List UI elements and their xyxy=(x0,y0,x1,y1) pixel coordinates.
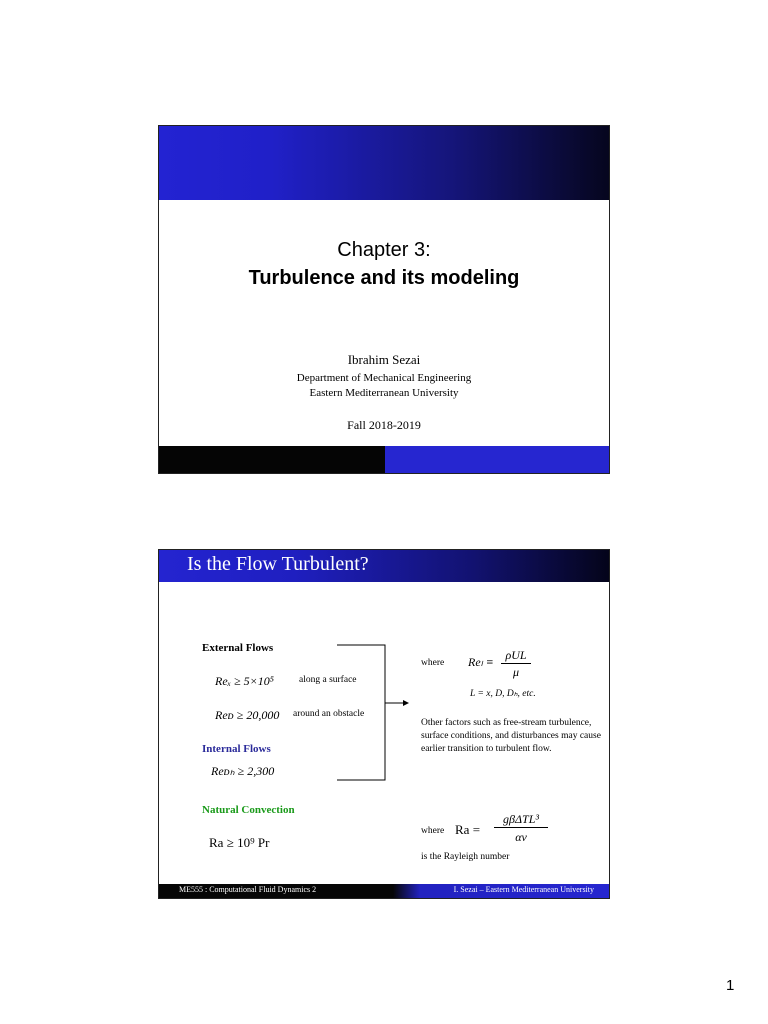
rayleigh-lhs: Ra = xyxy=(455,822,481,837)
slide-header xyxy=(159,550,609,582)
length-note: L = x, D, Dₕ, etc. xyxy=(470,689,536,699)
internal-eq: Reᴅₕ ≥ 2,300 xyxy=(211,764,275,778)
slide-footer xyxy=(159,884,609,898)
department: Department of Mechanical Engineering xyxy=(296,372,472,384)
author-name: Ibrahim Sezai xyxy=(347,352,421,367)
turbulent-flow-slide xyxy=(158,549,610,899)
internal-flows-heading: Internal Flows xyxy=(202,743,271,755)
external-flows-heading: External Flows xyxy=(202,642,274,654)
natural-convection-eq: Ra ≥ 10⁹ Pr xyxy=(209,835,270,850)
footer-author: I. Sezai – Eastern Mediterranean University xyxy=(453,885,594,894)
footer-band-left xyxy=(159,446,385,473)
external-eq-obstacle: Reᴅ ≥ 20,000 xyxy=(215,708,280,722)
chapter-title: Turbulence and its modeling xyxy=(248,267,520,289)
grouping-bracket xyxy=(329,643,411,783)
rayleigh-numerator: gβΔTL³ xyxy=(503,812,539,826)
header-band xyxy=(159,126,609,200)
rayleigh-denominator: αν xyxy=(515,830,527,844)
external-eq-surface: Reₓ ≥ 5×10⁵ xyxy=(215,674,274,688)
footer-course: ME555 : Computational Fluid Dynamics 2 xyxy=(179,885,317,894)
where-label-ra: where xyxy=(421,826,445,836)
where-label-re: where xyxy=(421,658,445,668)
university: Eastern Mediterranean University xyxy=(309,387,459,399)
page-number: 1 xyxy=(726,977,735,994)
reynolds-fraction-line xyxy=(501,663,531,664)
slide-title: Is the Flow Turbulent? xyxy=(187,553,369,575)
reynolds-lhs: Reₗ ≡ xyxy=(468,655,494,669)
rayleigh-fraction-line xyxy=(494,827,548,828)
other-factors-text: Other factors such as free-stream turbulence, surface conditions, and disturbances may cause earlier transition to turbulent flow. xyxy=(421,718,601,754)
rayleigh-note: is the Rayleigh number xyxy=(421,852,510,862)
natural-convection-heading: Natural Convection xyxy=(202,804,295,816)
title-slide xyxy=(158,125,610,474)
footer-band-right xyxy=(385,446,609,473)
external-eq-obstacle-label: around an obstacle xyxy=(293,709,365,719)
reynolds-numerator: ρUL xyxy=(505,648,527,662)
term: Fall 2018-2019 xyxy=(347,418,421,432)
chapter-label: Chapter 3: xyxy=(337,239,431,261)
external-eq-surface-label: along a surface xyxy=(299,675,357,685)
reynolds-denominator: μ xyxy=(512,665,520,679)
